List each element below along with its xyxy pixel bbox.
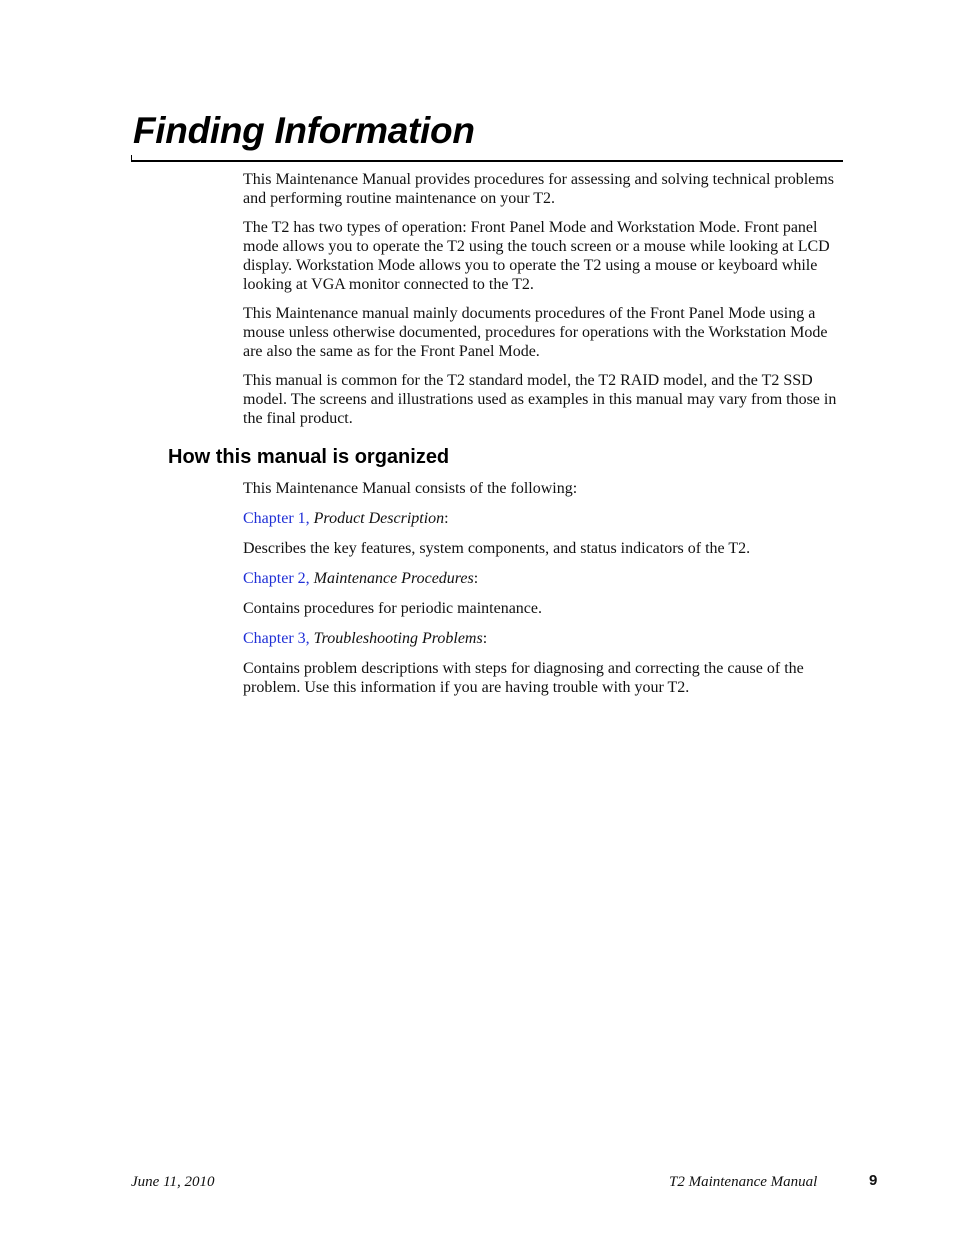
- chapter-2-colon: :: [473, 570, 479, 587]
- chapter-3-colon: :: [482, 630, 488, 647]
- page-number: 9: [869, 1172, 878, 1189]
- intro-paragraph-2: The T2 has two types of operation: Front Panel Mode and Workstation Mode. Front panel mode allows you to operate the T2 using the touch screen or a mouse while looking at LCD display. Workstation Mode allows you to operate the T2 using a mouse or keyboard while looking at VGA monitor connected to the T2.: [243, 219, 830, 293]
- chapter-entry-1: [243, 509, 848, 528]
- chapter-3-description: Contains problem descriptions with steps for diagnosing and correcting the cause of the problem. Use this information if you are having trouble with your T2.: [243, 660, 804, 696]
- section-lead: This Maintenance Manual consists of the following:: [243, 480, 578, 497]
- intro-section: [243, 170, 848, 438]
- chapter-1-colon: :: [444, 510, 449, 527]
- chapter-entry-2: [243, 569, 848, 588]
- section-heading: How this manual is organized: [168, 446, 450, 468]
- chapter-3-link[interactable]: Chapter 3,: [243, 630, 310, 647]
- chapter-1-link[interactable]: Chapter 1,: [243, 510, 310, 527]
- chapter-2-link[interactable]: Chapter 2,: [243, 570, 310, 587]
- footer-manual-title: T2 Maintenance Manual: [669, 1174, 818, 1190]
- intro-paragraph-3: This Maintenance manual mainly documents procedures of the Front Panel Mode using a mouse unless otherwise documented, procedures for operations with the Workstation Mode are also the same as for the Front Panel Mode.: [243, 305, 828, 360]
- chapter-list: [243, 479, 848, 708]
- chapter-2-description: Contains procedures for periodic maintenance.: [243, 600, 542, 617]
- chapter-entry-3: [243, 629, 848, 648]
- intro-paragraph-4: This manual is common for the T2 standard model, the T2 RAID model, and the T2 SSD model. The screens and illustrations used as examples in this manual may vary from those in the final product.: [243, 372, 837, 427]
- chapter-3-title: Troubleshooting Problems: [313, 630, 483, 647]
- page-title: Finding Information: [133, 110, 475, 151]
- intro-paragraph-1: This Maintenance Manual provides procedures for assessing and solving technical problems and performing routine maintenance on your T2.: [243, 171, 834, 207]
- chapter-1-description: Describes the key features, system components, and status indicators of the T2.: [243, 540, 751, 557]
- chapter-1-title: Product Description: [313, 510, 445, 527]
- title-rule: [131, 160, 843, 162]
- footer-date: June 11, 2010: [131, 1174, 215, 1190]
- chapter-2-title: Maintenance Procedures: [313, 570, 474, 587]
